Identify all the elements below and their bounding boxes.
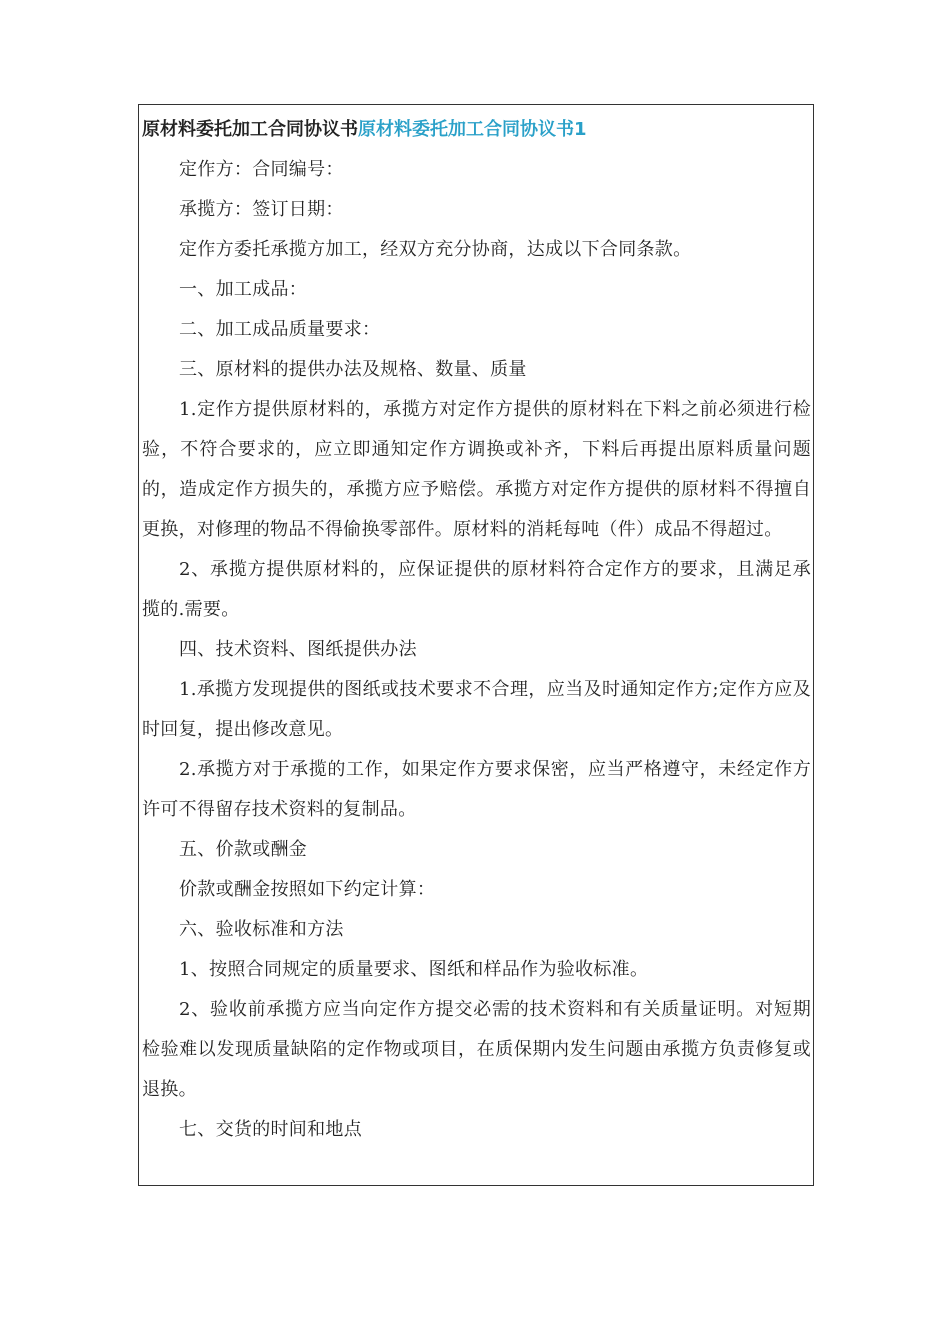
- paragraph-party-b: 承揽方：签订日期：: [179, 199, 344, 220]
- section-heading-6: 六、验收标准和方法: [179, 919, 344, 940]
- document-title-line: [142, 113, 811, 147]
- paragraph-intro: 定作方委托承揽方加工，经双方充分协商，达成以下合同条款。: [179, 239, 692, 260]
- paragraph-6-1: 1、按照合同规定的质量要求、图纸和样品作为验收标准。: [179, 959, 649, 980]
- paragraph-5-1: 价款或酬金按照如下约定计算：: [179, 879, 436, 900]
- paragraph-party-a: 定作方：合同编号：: [179, 159, 344, 180]
- section-heading-4: 四、技术资料、图纸提供办法: [179, 639, 417, 660]
- section-heading-2: 二、加工成品质量要求：: [179, 319, 381, 340]
- document-title-link[interactable]: 原材料委托加工合同协议书1: [358, 119, 587, 140]
- paragraph-3-2: 2、承揽方提供原材料的，应保证提供的原材料符合定作方的要求，且满足承揽的.需要。: [142, 559, 811, 620]
- paragraph-6-2: 2、验收前承揽方应当向定作方提交必需的技术资料和有关质量证明。对短期检验难以发现质量缺陷的定作物或项目，在质保期内发生问题由承揽方负责修复或退换。: [142, 999, 811, 1100]
- section-heading-3: 三、原材料的提供办法及规格、数量、质量: [179, 359, 527, 380]
- section-heading-7: 七、交货的时间和地点: [179, 1119, 362, 1140]
- section-heading-5: 五、价款或酬金: [179, 839, 308, 860]
- paragraph-3-1: 1.定作方提供原材料的，承揽方对定作方提供的原材料在下料之前必须进行检验，不符合要求的，应立即通知定作方调换或补齐，下料后再提出原料质量问题的，造成定作方损失的，承揽方应予赔偿。承揽方对定作方提供的原材料不得擅自更换，对修理的物品不得偷换零部件。原材料的消耗每吨（件）成品不得超过。: [142, 399, 811, 540]
- section-heading-1: 一、加工成品：: [179, 279, 308, 300]
- document-frame: [138, 104, 814, 1186]
- document-title: 原材料委托加工合同协议书: [142, 119, 358, 140]
- paragraph-4-1: 1.承揽方发现提供的图纸或技术要求不合理，应当及时通知定作方;定作方应及时回复，提出修改意见。: [142, 679, 811, 740]
- paragraph-4-2: 2.承揽方对于承揽的工作，如果定作方要求保密，应当严格遵守，未经定作方许可不得留存技术资料的复制品。: [142, 759, 811, 820]
